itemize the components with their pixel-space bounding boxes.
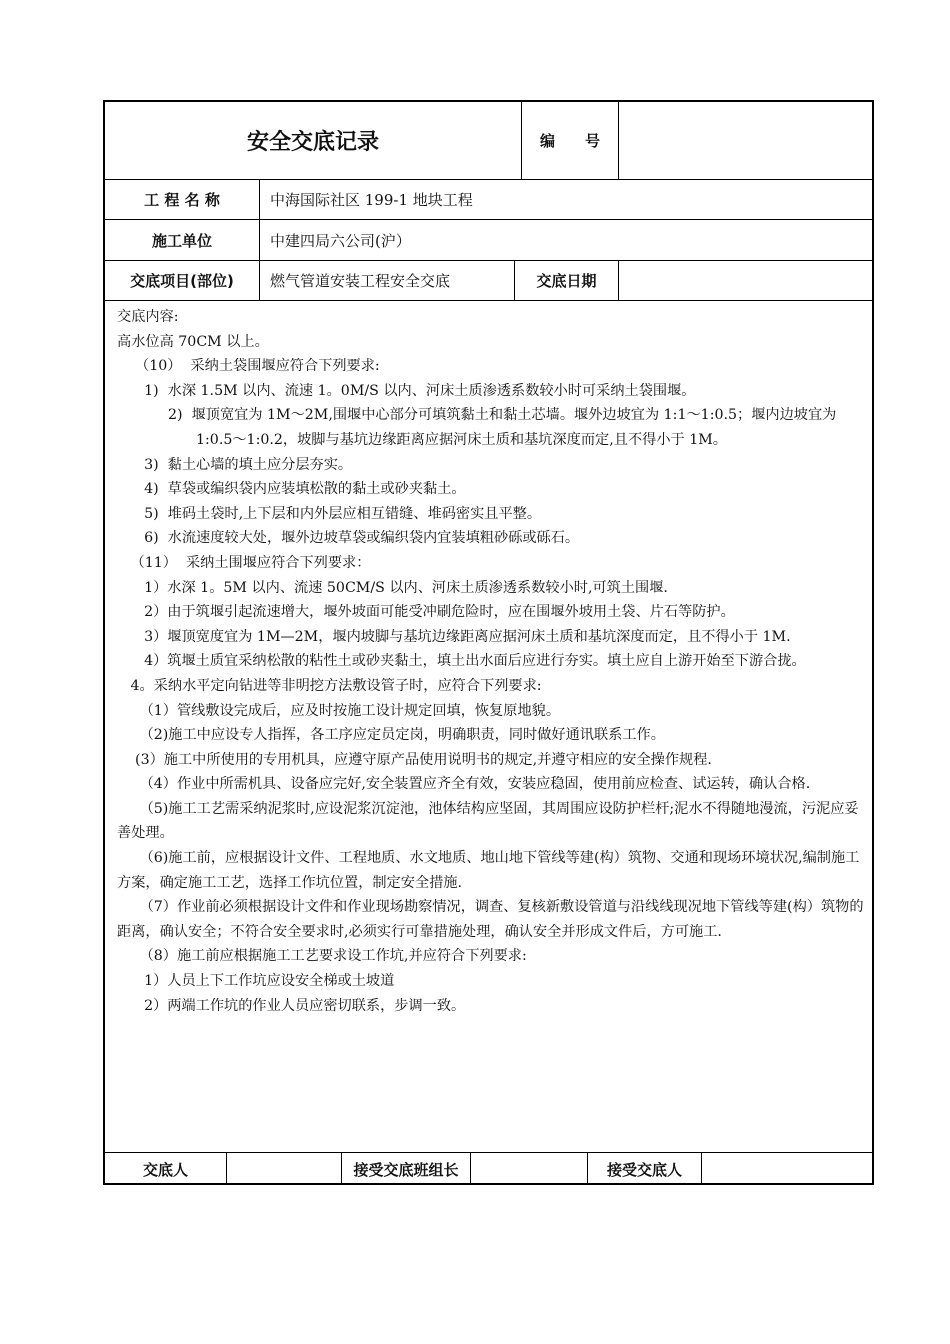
- content-line: 1）水深 1。5M 以内、流速 50CM/S 以内、河床土质渗透系数较小时,可筑土围堰.: [117, 579, 668, 596]
- content-line: （5)施工工艺需采纳泥浆时,应设泥浆沉淀池，池体结构应坚固，其周围应设防护栏杆;泥水不得随地漫流，污泥应妥善处理。: [117, 800, 859, 842]
- number-field[interactable]: [619, 102, 872, 179]
- briefing-item-field[interactable]: 燃气管道安装工程安全交底: [270, 272, 451, 290]
- content-line: 5) 堆码土袋时,上下层和内外层应相互错缝、堆码密实且平整。: [117, 505, 542, 522]
- briefing-content: [105, 303, 872, 1151]
- content-line: (3）施工中所使用的专用机具，应遵守原产品使用说明书的规定,并遵守相应的安全操作规程.: [117, 751, 712, 768]
- content-line: （10） 采纳土袋围堰应符合下列要求:: [117, 358, 380, 375]
- team-leader-field[interactable]: [471, 1153, 587, 1185]
- content-line: （6)施工前，应根据设计文件、工程地质、水文地质、地山地下管线等建(构）筑物、交通和现场环境状况,编制施工方案，确定施工工艺，选择工作坑位置，制定安全措施.: [117, 850, 860, 891]
- content-heading: 交底内容:: [117, 309, 179, 325]
- content-line: （4）作业中所需机具、设备应完好,安全装置应齐全有效，安装应稳固，使用前应检查、试运转，确认合格.: [117, 776, 811, 793]
- content-line: 6) 水流速度较大处，堰外边坡草袋或编织袋内宜装填粗砂砾或砾石。: [117, 530, 580, 547]
- presenter-label: 交底人: [142, 1160, 188, 1179]
- content-line: 2）两端工作坑的作业人员应密切联系，步调一致。: [117, 997, 466, 1014]
- number-label: 编 号: [539, 132, 600, 150]
- content-line: 4）筑堰土质宜采纳松散的粘性土或砂夹黏土，填土出水面后应进行夯实。填土应自上游开始至下游合拢。: [117, 653, 806, 670]
- briefing-item-label: 交底项目(部位): [130, 272, 234, 290]
- receiver-field[interactable]: [702, 1153, 872, 1185]
- content-line: 1) 水深 1.5M 以内、流速 1。0M/S 以内、河床土质渗透系数较小时可采纳土袋围堰。: [117, 382, 696, 399]
- briefing-date-field[interactable]: [619, 261, 872, 300]
- project-name-label: 工 程 名 称: [144, 191, 220, 209]
- contractor-field[interactable]: 中建四局六公司(沪）: [270, 231, 411, 250]
- content-line: （2)施工中应设专人指挥，各工序应定员定岗，明确职责，同时做好通讯联系工作。: [117, 727, 665, 744]
- team-leader-label: 接受交底班组长: [353, 1160, 459, 1179]
- content-line: 1）人员上下工作坑应设安全梯或土坡道: [117, 973, 395, 990]
- briefing-date-label: 交底日期: [536, 272, 597, 290]
- content-line: 3) 黏土心墙的填土应分层夯实。: [117, 456, 353, 473]
- content-line: 4。采纳水平定向钻进等非明挖方法敷设管子时，应符合下列要求:: [117, 677, 542, 694]
- content-line: （1）管线敷设完成后，应及时按施工设计规定回填，恢复原地貌。: [117, 702, 561, 719]
- content-line: 4) 草袋或编织袋内应装填松散的黏土或砂夹黏土。: [117, 481, 466, 498]
- form-title: 安全交底记录: [246, 130, 379, 155]
- safety-briefing-form: [103, 100, 874, 1185]
- content-line: 2) 堰顶宽宜为 1M～2M,围堰中心部分可填筑黏土和黏土芯墙。堰外边坡宜为 1:1～1:0.5；堰内边坡宜为 1:0.5～1:0.2，坡脚与基坑边缘距离应据河床土质和基坑深度而定,且不得小于 1M。: [168, 407, 841, 448]
- content-lines: [117, 330, 869, 1019]
- content-line: （11） 采纳土围堰应符合下列要求：: [117, 554, 371, 571]
- content-line: 2）由于筑堰引起流速增大，堰外坡面可能受冲刷危险时，应在围堰外坡用土袋、片石等防护。: [117, 604, 735, 621]
- row-divider: [105, 300, 872, 301]
- contractor-label: 施工单位: [151, 231, 212, 250]
- project-name-field[interactable]: 中海国际社区 199-1 地块工程: [270, 191, 473, 209]
- content-line: （7）作业前必须根据设计文件和作业现场勘察情况，调查、复核新敷设管道与沿线线现况地下管线等建(构）筑物的距离，确认安全；不符合安全要求时,必须实行可靠措施处理，确认安全并形成文件后，方可施工.: [117, 899, 864, 940]
- content-line: （8）施工前应根据施工工艺要求设工作坑,并应符合下列要求:: [117, 948, 527, 965]
- receiver-label: 接受交底人: [606, 1160, 682, 1179]
- presenter-field[interactable]: [227, 1153, 341, 1185]
- content-line: 3）堰顶宽度宜为 1M—2M，堰内坡脚与基坑边缘距离应据河床土质和基坑深度而定，且不得小于 1M.: [117, 628, 791, 645]
- content-line: 高水位高 70CM 以上。: [117, 333, 269, 350]
